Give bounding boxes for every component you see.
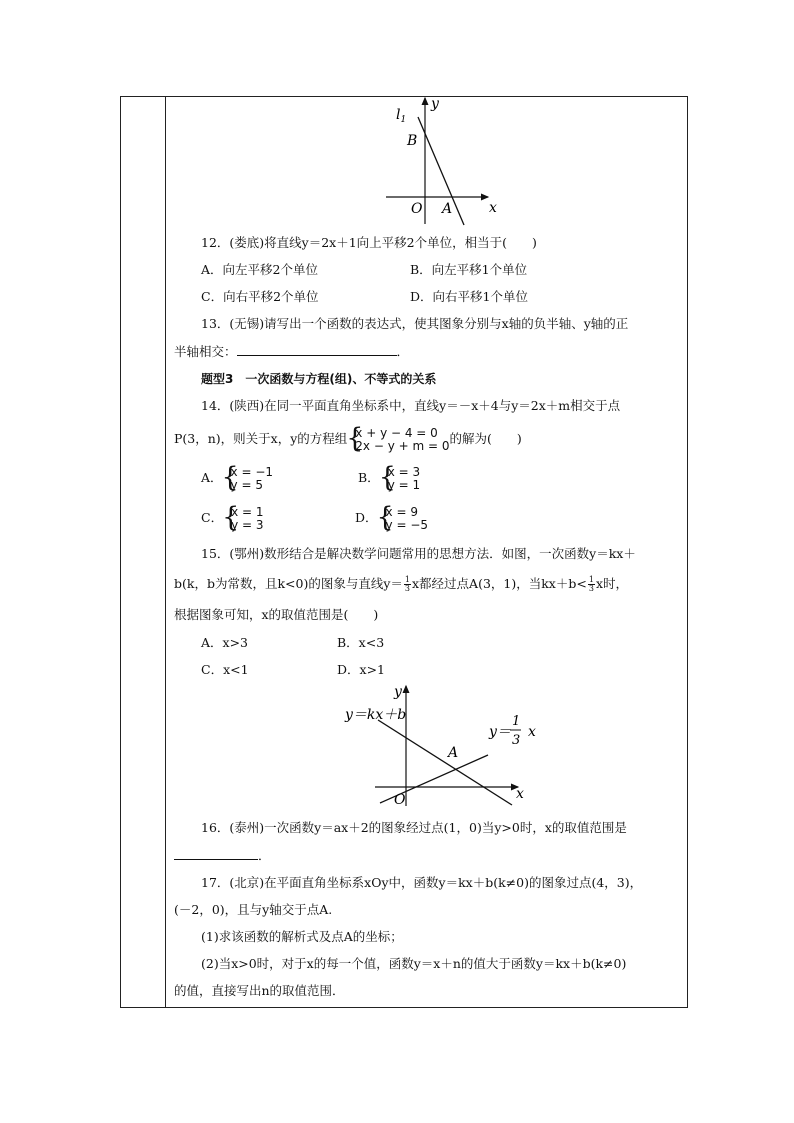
q17-part1: (1)求该函数的解析式及点A的坐标； xyxy=(201,929,403,944)
q16-line1: 16．(泰州)一次函数y＝ax＋2的图象经过点(1，0)当y>0时，x的取值范围是 xyxy=(201,820,627,835)
q15-line3: 根据图象可知，x的取值范围是( ) xyxy=(174,607,379,622)
q17-part2-line1: (2)当x>0时，对于x的每一个值，函数y＝x＋n的值大于函数y＝kx＋b(k≠0) xyxy=(201,956,627,971)
q17-part2-line2: 的值，直接写出n的取值范围． xyxy=(174,983,345,998)
graph-line-l1 xyxy=(380,92,520,232)
q15-line1: 15．(鄂州)数形结合是解决数学问题常用的思想方法．如图，一次函数y＝kx＋ xyxy=(201,546,636,561)
graph-two-lines xyxy=(340,680,550,810)
q14-option-d: D． { x = 9 y = −5 xyxy=(355,501,429,533)
q12-option-d: D．向右平移1个单位 xyxy=(410,289,528,304)
origin-label: O xyxy=(411,201,423,217)
q12-option-a: A．向左平移2个单位 xyxy=(201,262,318,277)
one-third-label-pre: y＝ xyxy=(489,724,511,740)
q14-option-a: A． { x = −1 y = 5 xyxy=(201,461,274,493)
origin-label: O xyxy=(394,792,406,808)
one-third-label-post: x xyxy=(528,724,536,740)
q16-line2: ． xyxy=(174,847,271,864)
y-label: y xyxy=(394,684,402,700)
frac-num: 1 xyxy=(512,714,521,729)
kx-b-label: y＝kx＋b xyxy=(345,707,407,723)
q17-line1: 17．(北京)在平面直角坐标系xOy中，函数y＝kx＋b(k≠0)的图象过点(4，3)， xyxy=(201,875,643,890)
q12-stem: 12．(娄底)将直线y＝2x＋1向上平移2个单位，相当于( ) xyxy=(201,235,537,250)
q15-option-b: B．x<3 xyxy=(337,635,385,650)
q14-option-c: C． { x = 1 y = 3 xyxy=(201,501,264,533)
answer-blank xyxy=(237,343,397,356)
q15-line2: b(k，b为常数，且k<0)的图象与直线y＝ $\frac{1}{3}$ x都经过点A(3，1)，当kx＋b< $\frac{1}{3}$ x时， xyxy=(174,575,628,593)
point-a-label: A xyxy=(442,201,453,217)
equation-system: { x + y − 4 = 0 2x − y + m = 0 xyxy=(346,422,450,454)
q14-line1: 14．(陕西)在同一平面直角坐标系中，直线y＝－x＋4与y＝2x＋m相交于点 xyxy=(201,398,621,413)
q12-option-b: B．向左平移1个单位 xyxy=(410,262,528,277)
q13-line2: 半轴相交： ． xyxy=(174,344,410,359)
q12-option-c: C．向右平移2个单位 xyxy=(201,289,319,304)
q17-line2: (－2，0)，且与y轴交于点A. xyxy=(174,902,333,917)
section-title: 题型3 一次函数与方程(组)、不等式的关系 xyxy=(201,372,437,386)
q15-option-c: C．x<1 xyxy=(201,662,249,677)
answer-blank xyxy=(174,847,258,860)
q14-option-b: B． { x = 3 y = 1 xyxy=(358,461,421,493)
q15-option-d: D．x>1 xyxy=(337,662,385,677)
x-label: x xyxy=(516,786,524,802)
point-b-label: B xyxy=(407,133,418,149)
q14-line2: P(3，n)，则关于x，y的方程组 { x + y − 4 = 0 2x − y + m = 0 的解为( ) xyxy=(174,422,522,454)
point-a-label: A xyxy=(448,745,459,761)
frac-den: 3 xyxy=(512,733,521,748)
q15-option-a: A．x>3 xyxy=(201,635,249,650)
l1-label: $l_1$ xyxy=(396,107,407,125)
y-label: y xyxy=(431,96,439,112)
q13-line1: 13．(无锡)请写出一个函数的表达式，使其图象分别与x轴的负半轴、y轴的正 xyxy=(201,316,629,331)
x-label: x xyxy=(489,200,497,216)
column-divider xyxy=(165,97,166,1007)
